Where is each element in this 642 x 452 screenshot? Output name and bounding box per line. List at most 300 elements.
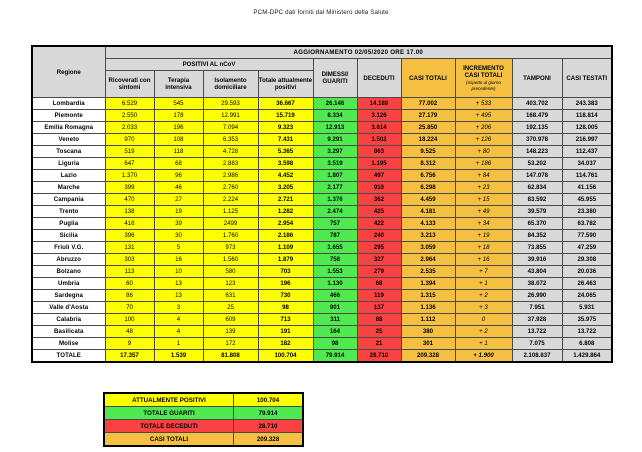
cell-casi-totali: 25.850	[401, 122, 455, 134]
cell-incremento: + 80	[455, 146, 512, 158]
cell-tamponi: 370.978	[512, 134, 562, 146]
cell-casi-totali: 1.112	[401, 314, 455, 326]
cell-dimessi-guariti: 12.913	[313, 122, 357, 134]
cell-casi-testati: 63.782	[562, 218, 612, 230]
cell-isolamento: 973	[203, 242, 258, 254]
summary-label: TOTALE GUARITI	[104, 407, 234, 420]
cell-incremento: + 1.900	[455, 350, 512, 363]
cell-deceduti: 425	[357, 206, 401, 218]
header-group-positivi: POSITIVI AL nCoV	[105, 59, 313, 71]
header-totale-attualmente-positivi: Totale attualmente positivi	[258, 71, 313, 98]
cell-ricoverati: 470	[105, 194, 154, 206]
cell-terapia-intensiva: 178	[154, 110, 203, 122]
cell-regione: Sicilia	[32, 230, 105, 242]
cell-incremento: + 533	[455, 98, 512, 110]
cell-ricoverati: 113	[105, 266, 154, 278]
cell-isolamento: 1.560	[203, 254, 258, 266]
cell-regione: Veneto	[32, 134, 105, 146]
cell-casi-testati: 29.308	[562, 254, 612, 266]
cell-tamponi: 43.804	[512, 266, 562, 278]
cell-isolamento: 25	[203, 302, 258, 314]
cell-ricoverati: 9	[105, 338, 154, 350]
cell-deceduti: 497	[357, 170, 401, 182]
cell-incremento: + 7	[455, 266, 512, 278]
main-data-table-container	[31, 45, 611, 363]
cell-regione: Abruzzo	[32, 254, 105, 266]
table-row-total	[32, 350, 612, 363]
cell-tamponi: 2.108.837	[512, 350, 562, 363]
summary-row	[104, 420, 303, 433]
cell-terapia-intensiva: 1.539	[154, 350, 203, 363]
cell-regione: Molise	[32, 338, 105, 350]
cell-isolamento: 12.991	[203, 110, 258, 122]
cell-dimessi-guariti: 3.297	[313, 146, 357, 158]
table-row	[32, 302, 612, 314]
cell-casi-testati: 114.761	[562, 170, 612, 182]
table-row	[32, 194, 612, 206]
cell-ricoverati: 131	[105, 242, 154, 254]
cell-terapia-intensiva: 118	[154, 146, 203, 158]
cell-terapia-intensiva: 4	[154, 326, 203, 338]
cell-terapia-intensiva: 1	[154, 338, 203, 350]
summary-body	[104, 393, 303, 446]
cell-ricoverati: 647	[105, 158, 154, 170]
table-row	[32, 146, 612, 158]
cell-dimessi-guariti: 787	[313, 230, 357, 242]
cell-regione: Marche	[32, 182, 105, 194]
cell-isolamento: 2.224	[203, 194, 258, 206]
cell-ricoverati: 70	[105, 302, 154, 314]
cell-casi-testati: 1.429.864	[562, 350, 612, 363]
cell-casi-totali: 380	[401, 326, 455, 338]
cell-incremento: + 84	[455, 170, 512, 182]
cell-dimessi-guariti: 26.146	[313, 98, 357, 110]
cell-tamponi: 26.990	[512, 290, 562, 302]
cell-isolamento: 7.094	[203, 122, 258, 134]
cell-totale-positivi: 36.667	[258, 98, 313, 110]
cell-terapia-intensiva: 39	[154, 218, 203, 230]
cell-tamponi: 148.223	[512, 146, 562, 158]
cell-ricoverati: 303	[105, 254, 154, 266]
cell-regione: Lazio	[32, 170, 105, 182]
table-row	[32, 266, 612, 278]
table-row	[32, 218, 612, 230]
summary-box-container	[103, 392, 304, 447]
cell-casi-totali: 3.059	[401, 242, 455, 254]
cell-casi-totali: 4.459	[401, 194, 455, 206]
cell-tamponi: 83.592	[512, 194, 562, 206]
cell-tamponi: 38.072	[512, 278, 562, 290]
cell-dimessi-guariti: 2.474	[313, 206, 357, 218]
cell-ricoverati: 1.370	[105, 170, 154, 182]
cell-deceduti: 25	[357, 326, 401, 338]
table-row	[32, 314, 612, 326]
header-ricoverati-con-sintomi: Ricoverati con sintomi	[105, 71, 154, 98]
cell-ricoverati: 100	[105, 314, 154, 326]
table-row	[32, 242, 612, 254]
header-tamponi: TAMPONI	[512, 59, 562, 98]
table-row	[32, 278, 612, 290]
cell-totale-positivi: 100.704	[258, 350, 313, 363]
summary-row	[104, 433, 303, 447]
cell-regione: Lombardia	[32, 98, 105, 110]
cell-casi-totali: 27.179	[401, 110, 455, 122]
table-row	[32, 134, 612, 146]
cell-casi-totali: 77.002	[401, 98, 455, 110]
cell-deceduti: 240	[357, 230, 401, 242]
cell-totale-positivi: 1.109	[258, 242, 313, 254]
cell-dimessi-guariti: 164	[313, 326, 357, 338]
cell-deceduti: 279	[357, 266, 401, 278]
cell-totale-positivi: 191	[258, 326, 313, 338]
cell-terapia-intensiva: 27	[154, 194, 203, 206]
cell-terapia-intensiva: 108	[154, 134, 203, 146]
cell-deceduti: 422	[357, 218, 401, 230]
cell-regione: Trento	[32, 206, 105, 218]
cell-tamponi: 73.855	[512, 242, 562, 254]
cell-casi-totali: 2.964	[401, 254, 455, 266]
cell-totale-positivi: 730	[258, 290, 313, 302]
cell-ricoverati: 399	[105, 182, 154, 194]
cell-ricoverati: 138	[105, 206, 154, 218]
cell-dimessi-guariti: 2.177	[313, 182, 357, 194]
cell-casi-totali: 1.136	[401, 302, 455, 314]
cell-deceduti: 14.189	[357, 98, 401, 110]
cell-incremento: + 186	[455, 158, 512, 170]
cell-totale-positivi: 1.282	[258, 206, 313, 218]
cell-incremento: + 1	[455, 278, 512, 290]
cell-ricoverati: 48	[105, 326, 154, 338]
cell-deceduti: 3.126	[357, 110, 401, 122]
cell-casi-testati: 6.808	[562, 338, 612, 350]
cell-regione: Calabria	[32, 314, 105, 326]
cell-isolamento: 1.125	[203, 206, 258, 218]
cell-incremento: + 2	[455, 290, 512, 302]
cell-ricoverati: 519	[105, 146, 154, 158]
cell-totale-positivi: 4.452	[258, 170, 313, 182]
header-incremento-label: INCREMENTO CASI TOTALI	[463, 65, 504, 80]
cell-isolamento: 580	[203, 266, 258, 278]
cell-casi-totali: 301	[401, 338, 455, 350]
cell-tamponi: 147.078	[512, 170, 562, 182]
cell-totale-positivi: 15.719	[258, 110, 313, 122]
summary-label: CASI TOTALI	[104, 433, 234, 447]
cell-ricoverati: 416	[105, 218, 154, 230]
cell-dimessi-guariti: 1.807	[313, 170, 357, 182]
cell-casi-testati: 41.156	[562, 182, 612, 194]
cell-casi-testati: 47.259	[562, 242, 612, 254]
cell-dimessi-guariti: 901	[313, 302, 357, 314]
cell-incremento: + 495	[455, 110, 512, 122]
cell-deceduti: 68	[357, 278, 401, 290]
cell-tamponi: 65.370	[512, 218, 562, 230]
cell-regione: Sardegna	[32, 290, 105, 302]
cell-incremento: + 3	[455, 302, 512, 314]
table-row	[32, 206, 612, 218]
table-body	[32, 98, 612, 363]
cell-totale-positivi: 2.954	[258, 218, 313, 230]
cell-isolamento: 29.593	[203, 98, 258, 110]
cell-terapia-intensiva: 196	[154, 122, 203, 134]
table-header	[32, 46, 612, 98]
cell-dimessi-guariti: 1.553	[313, 266, 357, 278]
cell-casi-totali: 3.213	[401, 230, 455, 242]
cell-ricoverati: 2.033	[105, 122, 154, 134]
cell-dimessi-guariti: 758	[313, 254, 357, 266]
cell-terapia-intensiva: 96	[154, 170, 203, 182]
cell-ricoverati: 86	[105, 290, 154, 302]
cell-ricoverati: 2.550	[105, 110, 154, 122]
cell-tamponi: 53.202	[512, 158, 562, 170]
cell-incremento: + 16	[455, 254, 512, 266]
cell-isolamento: 2.760	[203, 182, 258, 194]
cell-terapia-intensiva: 68	[154, 158, 203, 170]
cell-incremento: + 18	[455, 242, 512, 254]
cell-regione: Toscana	[32, 146, 105, 158]
cell-isolamento: 6.353	[203, 134, 258, 146]
cell-totale-positivi: 182	[258, 338, 313, 350]
cell-isolamento: 1.760	[203, 230, 258, 242]
cell-deceduti: 28.710	[357, 350, 401, 363]
cell-casi-testati: 118.814	[562, 110, 612, 122]
header-casi-testati: CASI TESTATI	[562, 59, 612, 98]
cell-casi-totali: 4.133	[401, 218, 455, 230]
summary-value: 28.710	[234, 420, 304, 433]
cell-regione: Bolzano	[32, 266, 105, 278]
cell-totale-positivi: 713	[258, 314, 313, 326]
cell-casi-totali: 1.394	[401, 278, 455, 290]
cell-isolamento: 631	[203, 290, 258, 302]
cell-dimessi-guariti: 466	[313, 290, 357, 302]
header-deceduti: DECEDUTI	[357, 59, 401, 98]
header-dimessi-guariti: DIMESSI/ GUARITI	[313, 59, 357, 98]
cell-isolamento: 4.728	[203, 146, 258, 158]
summary-table	[103, 392, 304, 447]
cell-deceduti: 1.195	[357, 158, 401, 170]
cell-isolamento: 609	[203, 314, 258, 326]
cell-isolamento: 81.808	[203, 350, 258, 363]
cell-incremento: + 49	[455, 206, 512, 218]
summary-row	[104, 393, 303, 407]
cell-dimessi-guariti: 757	[313, 218, 357, 230]
table-row	[32, 230, 612, 242]
cell-regione: Campania	[32, 194, 105, 206]
summary-label: TOTALE DECEDUTI	[104, 420, 234, 433]
cell-isolamento: 123	[203, 278, 258, 290]
cell-dimessi-guariti: 1.130	[313, 278, 357, 290]
header-casi-totali: CASI TOTALI	[401, 59, 455, 98]
cell-ricoverati: 60	[105, 278, 154, 290]
cell-incremento: + 2	[455, 326, 512, 338]
table-row	[32, 170, 612, 182]
cell-tamponi: 13.722	[512, 326, 562, 338]
header-row-groups	[32, 59, 612, 71]
cell-casi-totali: 6.756	[401, 170, 455, 182]
cell-terapia-intensiva: 5	[154, 242, 203, 254]
cell-deceduti: 1.502	[357, 134, 401, 146]
header-aggiornamento-title: AGGIORNAMENTO 02/05/2020 ORE 17.00	[105, 46, 612, 59]
cell-terapia-intensiva: 4	[154, 314, 203, 326]
cell-dimessi-guariti: 3.519	[313, 158, 357, 170]
cell-isolamento: 2499	[203, 218, 258, 230]
cell-totale-positivi: 3.598	[258, 158, 313, 170]
cell-ricoverati: 6.529	[105, 98, 154, 110]
cell-totale-positivi: 1.879	[258, 254, 313, 266]
header-terapia-intensiva: Terapia intensiva	[154, 71, 203, 98]
cell-casi-testati: 34.037	[562, 158, 612, 170]
cell-deceduti: 21	[357, 338, 401, 350]
cell-totale-positivi: 98	[258, 302, 313, 314]
header-incremento-note: (rispetto al giorno precedente)	[466, 80, 501, 91]
cell-incremento: + 23	[455, 182, 512, 194]
cell-tamponi: 37.928	[512, 314, 562, 326]
page-caption: PCM-DPC dati forniti dal Ministero della Salute	[253, 9, 389, 16]
header-incremento-casi-totali	[455, 59, 512, 98]
table-row	[32, 182, 612, 194]
cell-regione: Piemonte	[32, 110, 105, 122]
cell-casi-testati: 23.380	[562, 206, 612, 218]
cell-regione: Puglia	[32, 218, 105, 230]
table-row	[32, 158, 612, 170]
cell-casi-testati: 45.955	[562, 194, 612, 206]
cell-incremento: + 34	[455, 218, 512, 230]
cell-casi-testati: 26.463	[562, 278, 612, 290]
cell-casi-totali: 2.535	[401, 266, 455, 278]
cell-tamponi: 168.479	[512, 110, 562, 122]
covid-regions-table	[31, 45, 613, 363]
cell-deceduti: 295	[357, 242, 401, 254]
table-row	[32, 98, 612, 110]
cell-incremento: + 19	[455, 230, 512, 242]
cell-isolamento: 2.986	[203, 170, 258, 182]
cell-regione: Valle d'Aosta	[32, 302, 105, 314]
cell-dimessi-guariti: 8.334	[313, 110, 357, 122]
cell-casi-testati: 216.997	[562, 134, 612, 146]
cell-incremento: + 15	[455, 194, 512, 206]
header-isolamento-domiciliare: Isolamento domiciliare	[203, 71, 258, 98]
cell-totale-positivi: 5.365	[258, 146, 313, 158]
cell-regione: Friuli V.G.	[32, 242, 105, 254]
summary-row	[104, 407, 303, 420]
cell-totale-positivi: 2.721	[258, 194, 313, 206]
cell-incremento: 0	[455, 314, 512, 326]
cell-isolamento: 172	[203, 338, 258, 350]
cell-terapia-intensiva: 46	[154, 182, 203, 194]
cell-dimessi-guariti: 98	[313, 338, 357, 350]
cell-deceduti: 916	[357, 182, 401, 194]
cell-terapia-intensiva: 545	[154, 98, 203, 110]
cell-dimessi-guariti: 1.655	[313, 242, 357, 254]
cell-totale-positivi: 3.205	[258, 182, 313, 194]
table-row	[32, 110, 612, 122]
cell-casi-testati: 20.036	[562, 266, 612, 278]
summary-label: ATTUALMENTE POSITIVI	[104, 393, 234, 407]
cell-casi-totali: 4.181	[401, 206, 455, 218]
cell-tamponi: 7.951	[512, 302, 562, 314]
header-row-title	[32, 46, 612, 59]
cell-regione: TOTALE	[32, 350, 105, 363]
table-row	[32, 122, 612, 134]
cell-deceduti: 88	[357, 314, 401, 326]
cell-casi-testati: 13.722	[562, 326, 612, 338]
summary-value: 209.328	[234, 433, 304, 447]
cell-tamponi: 403.702	[512, 98, 562, 110]
cell-dimessi-guariti: 311	[313, 314, 357, 326]
cell-isolamento: 2.883	[203, 158, 258, 170]
cell-terapia-intensiva: 10	[154, 266, 203, 278]
cell-dimessi-guariti: 79.914	[313, 350, 357, 363]
table-row	[32, 290, 612, 302]
cell-terapia-intensiva: 16	[154, 254, 203, 266]
cell-casi-testati: 128.005	[562, 122, 612, 134]
cell-totale-positivi: 196	[258, 278, 313, 290]
cell-totale-positivi: 2.186	[258, 230, 313, 242]
cell-terapia-intensiva: 3	[154, 302, 203, 314]
cell-regione: Umbria	[32, 278, 105, 290]
cell-casi-testati: 24.065	[562, 290, 612, 302]
cell-casi-testati: 77.590	[562, 230, 612, 242]
cell-deceduti: 137	[357, 302, 401, 314]
cell-totale-positivi: 703	[258, 266, 313, 278]
summary-value: 100.704	[234, 393, 304, 407]
cell-dimessi-guariti: 9.291	[313, 134, 357, 146]
cell-ricoverati: 17.357	[105, 350, 154, 363]
cell-casi-totali: 18.224	[401, 134, 455, 146]
cell-tamponi: 7.075	[512, 338, 562, 350]
cell-terapia-intensiva: 30	[154, 230, 203, 242]
cell-totale-positivi: 9.323	[258, 122, 313, 134]
cell-ricoverati: 970	[105, 134, 154, 146]
cell-tamponi: 62.834	[512, 182, 562, 194]
cell-tamponi: 39.916	[512, 254, 562, 266]
cell-dimessi-guariti: 1.376	[313, 194, 357, 206]
cell-tamponi: 84.352	[512, 230, 562, 242]
table-row	[32, 326, 612, 338]
cell-incremento: + 206	[455, 122, 512, 134]
cell-casi-testati: 112.437	[562, 146, 612, 158]
table-row	[32, 254, 612, 266]
cell-casi-totali: 6.298	[401, 182, 455, 194]
cell-regione: Liguria	[32, 158, 105, 170]
cell-casi-testati: 243.383	[562, 98, 612, 110]
cell-regione: Emilia Romagna	[32, 122, 105, 134]
cell-casi-testati: 5.931	[562, 302, 612, 314]
cell-deceduti: 863	[357, 146, 401, 158]
cell-tamponi: 192.135	[512, 122, 562, 134]
cell-casi-totali: 209.328	[401, 350, 455, 363]
cell-deceduti: 119	[357, 290, 401, 302]
cell-regione: Basilicata	[32, 326, 105, 338]
cell-terapia-intensiva: 19	[154, 206, 203, 218]
cell-terapia-intensiva: 13	[154, 278, 203, 290]
cell-casi-totali: 9.525	[401, 146, 455, 158]
cell-ricoverati: 396	[105, 230, 154, 242]
cell-casi-totali: 1.315	[401, 290, 455, 302]
cell-deceduti: 362	[357, 194, 401, 206]
cell-incremento: + 126	[455, 134, 512, 146]
summary-value: 79.914	[234, 407, 304, 420]
cell-casi-totali: 8.312	[401, 158, 455, 170]
cell-terapia-intensiva: 13	[154, 290, 203, 302]
cell-totale-positivi: 7.431	[258, 134, 313, 146]
header-regione: Regione	[32, 46, 105, 98]
cell-casi-testati: 35.975	[562, 314, 612, 326]
cell-isolamento: 139	[203, 326, 258, 338]
cell-deceduti: 327	[357, 254, 401, 266]
cell-incremento: + 1	[455, 338, 512, 350]
cell-deceduti: 3.614	[357, 122, 401, 134]
cell-tamponi: 39.579	[512, 206, 562, 218]
